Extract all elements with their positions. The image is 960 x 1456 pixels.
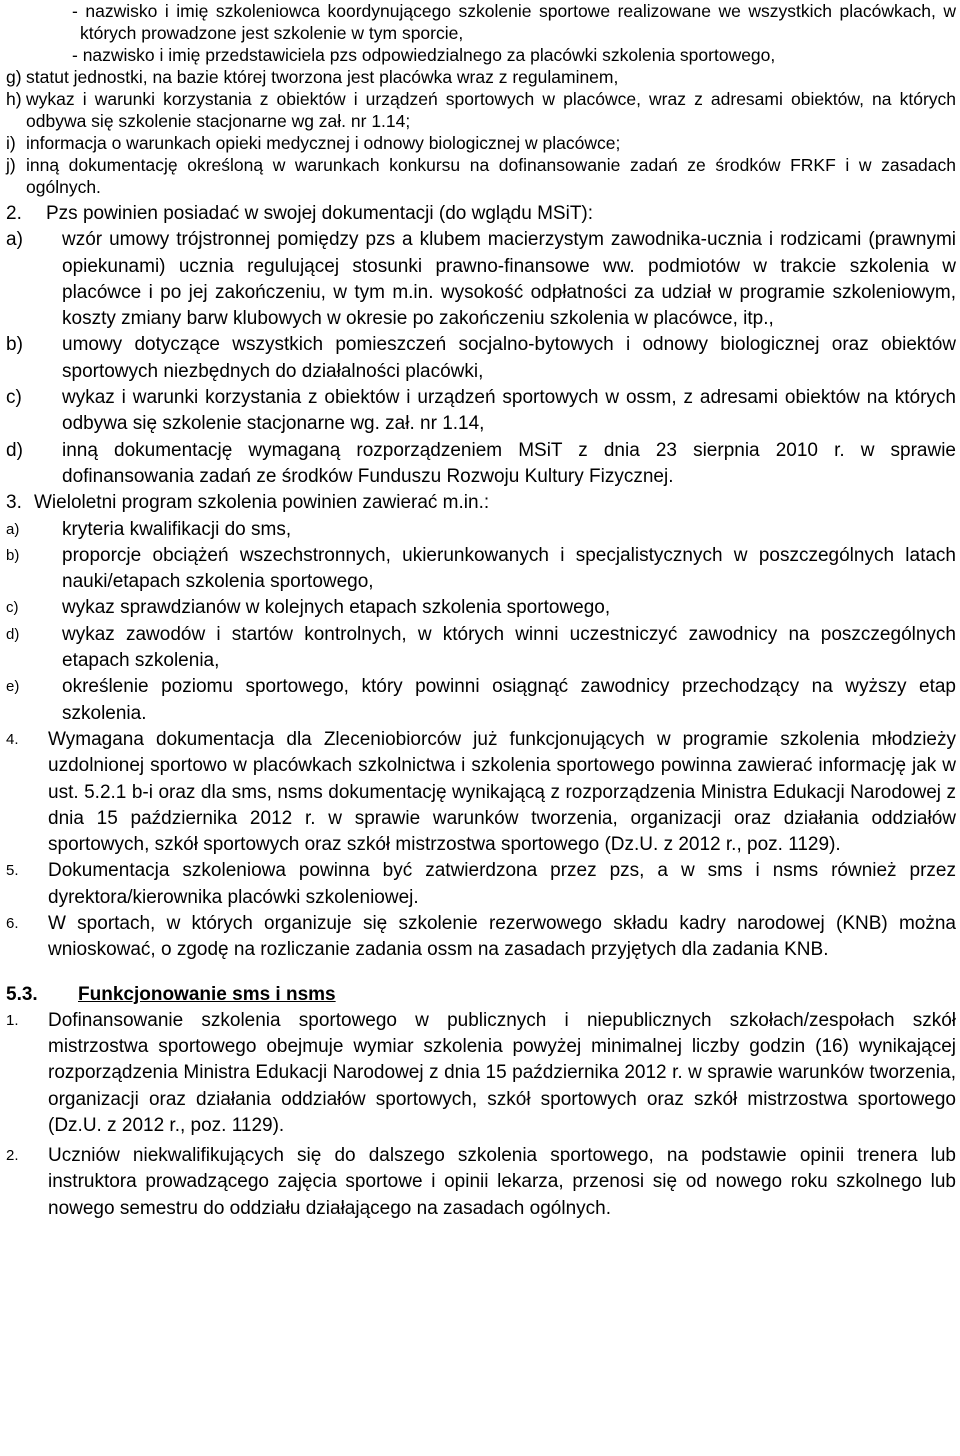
list-item-text: wykaz zawodów i startów kontrolnych, w których winni uczestniczyć zawodnicy na poszczególnych etapach szkolenia, bbox=[62, 623, 956, 672]
paragraph-3 bbox=[6, 490, 956, 516]
paragraph-number: 2. bbox=[6, 1147, 19, 1165]
list-item-3d bbox=[6, 622, 956, 675]
paragraph-text: Pzs powinien posiadać w swojej dokumentacji (do wglądu MSiT): bbox=[46, 203, 594, 224]
section-paragraph-2 bbox=[6, 1143, 956, 1222]
list-item-label: j) bbox=[6, 155, 16, 175]
list-item-2c bbox=[6, 385, 956, 438]
list-item-label: d) bbox=[6, 625, 20, 643]
paragraph-number: 1. bbox=[6, 1011, 19, 1029]
list-item-label: i) bbox=[6, 133, 16, 153]
paragraph-text: Wymagana dokumentacja dla Zleceniobiorców już funkcjonujących w programie szkolenia młodzieży uzdolnionej sportowo w placówkach szkolnictwa i szkolenia sportowego powinna zawierać informację jak w ust. 5.2.1 b-i oraz dla sms, nsms dokumentację wynikającą z rozporządzenia Ministra Edukacji Narodowej z dnia 15 października 2012 r. w sprawie warunków tworzenia, organizacji oraz działania oddziałów sportowych, szkół sportowych oraz szkół mistrzostwa sportowego (Dz.U. z 2012 r., poz. 1129). bbox=[48, 728, 956, 856]
list-item-h bbox=[6, 88, 956, 132]
paragraph-5 bbox=[6, 858, 956, 911]
paragraph-text: Dofinansowanie szkolenia sportowego w publicznych i niepublicznych szkołach/zespołach szkół mistrzostwa sportowego obejmuje wymiar szkolenia powyżej minimalnej liczby godzin (16) wynikającej rozporządzenia Ministra Edukacji Narodowej z dnia 15 października 2012 r. w sprawie warunków tworzenia, organizacji oraz działania oddziałów sportowych, szkół sportowych oraz szkół mistrzostwa sportowego (Dz.U. z 2012 r., poz. 1129). bbox=[48, 1009, 956, 1136]
spacer bbox=[6, 964, 956, 982]
paragraph-number: 4. bbox=[6, 730, 19, 748]
paragraph-2 bbox=[6, 201, 956, 227]
list-item-text: wzór umowy trójstronnej pomiędzy pzs a klubem macierzystym zawodnika-ucznia i rodzicami (prawnymi opiekunami) ucznia regulującej stosunki prawno-finansowe ww. podmiotów w trakcie szkolenia w placówce i po jej zakończeniu, w tym m.in. wysokość odpłatności za udział w programie szkoleniowym, koszty zmiany barw klubowych w okresie po zakończeniu szkolenia w placówce, itp., bbox=[62, 229, 956, 330]
list-item-3e bbox=[6, 674, 956, 727]
paragraph-text: Dokumentacja szkoleniowa powinna być zatwierdzona przez pzs, a w sms i nsms również przez dyrektora/kierownika placówki szkoleniowej. bbox=[48, 860, 956, 908]
paragraph-4 bbox=[6, 727, 956, 858]
section-title: Funkcjonowanie sms i nsms bbox=[78, 983, 336, 1005]
section-paragraph-1 bbox=[6, 1008, 956, 1139]
paragraph-text: W sportach, w których organizuje się szkolenie rezerwowego składu kadry narodowej (KNB) można wnioskować, o zgodę na rozliczanie zadania ossm na zasadach przyjętych dla zadania KNB. bbox=[48, 913, 956, 961]
list-item-j bbox=[6, 154, 956, 198]
list-item-dash-coordinator bbox=[6, 0, 956, 44]
list-item-2a bbox=[6, 227, 956, 332]
list-item-text: proporcje obciążeń wszechstronnych, ukierunkowanych i specjalistycznych w poszczególnych latach nauki/etapach szkolenia sportowego, bbox=[62, 544, 956, 593]
list-item-text: informacja o warunkach opieki medycznej i odnowy biologicznej w placówce; bbox=[26, 133, 621, 153]
list-item-label: b) bbox=[6, 546, 20, 564]
list-item-text: kryteria kwalifikacji do sms, bbox=[62, 518, 292, 540]
dash-item-text: - nazwisko i imię przedstawiciela pzs odpowiedzialnego za placówki szkolenia sportowego, bbox=[72, 45, 776, 65]
list-item-label: d) bbox=[6, 439, 23, 461]
paragraph-number: 2. bbox=[6, 203, 22, 224]
list-item-i bbox=[6, 132, 956, 154]
section-heading bbox=[6, 982, 956, 1008]
list-item-3b bbox=[6, 543, 956, 596]
paragraph-6 bbox=[6, 911, 956, 964]
list-item-2d bbox=[6, 438, 956, 491]
paragraph-number: 3. bbox=[6, 492, 22, 514]
list-item-text: inną dokumentację wymaganą rozporządzeniem MSiT z dnia 23 sierpnia 2010 r. w sprawie dofinansowania zadań ze środków Funduszu Rozwoju Kultury Fizycznej. bbox=[62, 439, 956, 487]
list-item-dash-representative bbox=[6, 44, 956, 66]
list-item-text: określenie poziomu sportowego, który powinni osiągnąć zawodnicy przechodzący na wyższy etap szkolenia. bbox=[62, 676, 956, 724]
section-number: 5.3. bbox=[6, 983, 38, 1005]
paragraph-number: 5. bbox=[6, 862, 19, 880]
paragraph-text: Uczniów niekwalifikujących się do dalszego szkolenia sportowego, na podstawie opinii trenera lub instruktora prowadzącego zajęcia sportowe i opinii lekarza, przenosi się od nowego roku szkolnego lub nowego semestru do oddziału działającego na zasadach ogólnych. bbox=[48, 1145, 956, 1219]
list-item-label: a) bbox=[6, 520, 20, 538]
list-item-label: a) bbox=[6, 229, 23, 251]
document-page bbox=[6, 0, 956, 1222]
list-item-3c bbox=[6, 595, 956, 621]
paragraph-text: Wieloletni program szkolenia powinien zawierać m.in.: bbox=[34, 492, 490, 514]
list-item-label: b) bbox=[6, 334, 23, 356]
list-item-g bbox=[6, 66, 956, 88]
list-item-text: inną dokumentację określoną w warunkach konkursu na dofinansowanie zadań ze środków FRKF i w zasadach ogólnych. bbox=[26, 155, 956, 197]
list-item-label: c) bbox=[6, 599, 19, 617]
list-item-2b bbox=[6, 332, 956, 385]
list-item-label: e) bbox=[6, 678, 20, 696]
list-item-text: wykaz i warunki korzystania z obiektów i urządzeń sportowych w ossm, z adresami obiektów na których odbywa się szkolenie stacjonarne wg. zał. nr 1.14, bbox=[62, 387, 956, 435]
list-item-text: wykaz sprawdzianów w kolejnych etapach szkolenia sportowego, bbox=[62, 597, 611, 619]
list-item-3a bbox=[6, 517, 956, 543]
list-item-label: h) bbox=[6, 89, 22, 109]
list-item-text: statut jednostki, na bazie której tworzona jest placówka wraz z regulaminem, bbox=[26, 67, 619, 87]
list-item-text: wykaz i warunki korzystania z obiektów i urządzeń sportowych w placówce, wraz z adresami obiektów, na których odbywa się szkolenie stacjonarne wg zał. nr 1.14; bbox=[26, 89, 956, 131]
list-item-text: umowy dotyczące wszystkich pomieszczeń socjalno-bytowych i odnowy biologicznej oraz obiektów sportowych niezbędnych do działalności placówki, bbox=[62, 334, 956, 382]
list-item-label: g) bbox=[6, 67, 22, 87]
list-item-label: c) bbox=[6, 387, 22, 409]
dash-item-text: - nazwisko i imię szkoleniowca koordynującego szkolenie sportowe realizowane we wszystkich placówkach, w których prowadzone jest szkolenie w tym sporcie, bbox=[72, 1, 956, 43]
paragraph-number: 6. bbox=[6, 915, 19, 933]
